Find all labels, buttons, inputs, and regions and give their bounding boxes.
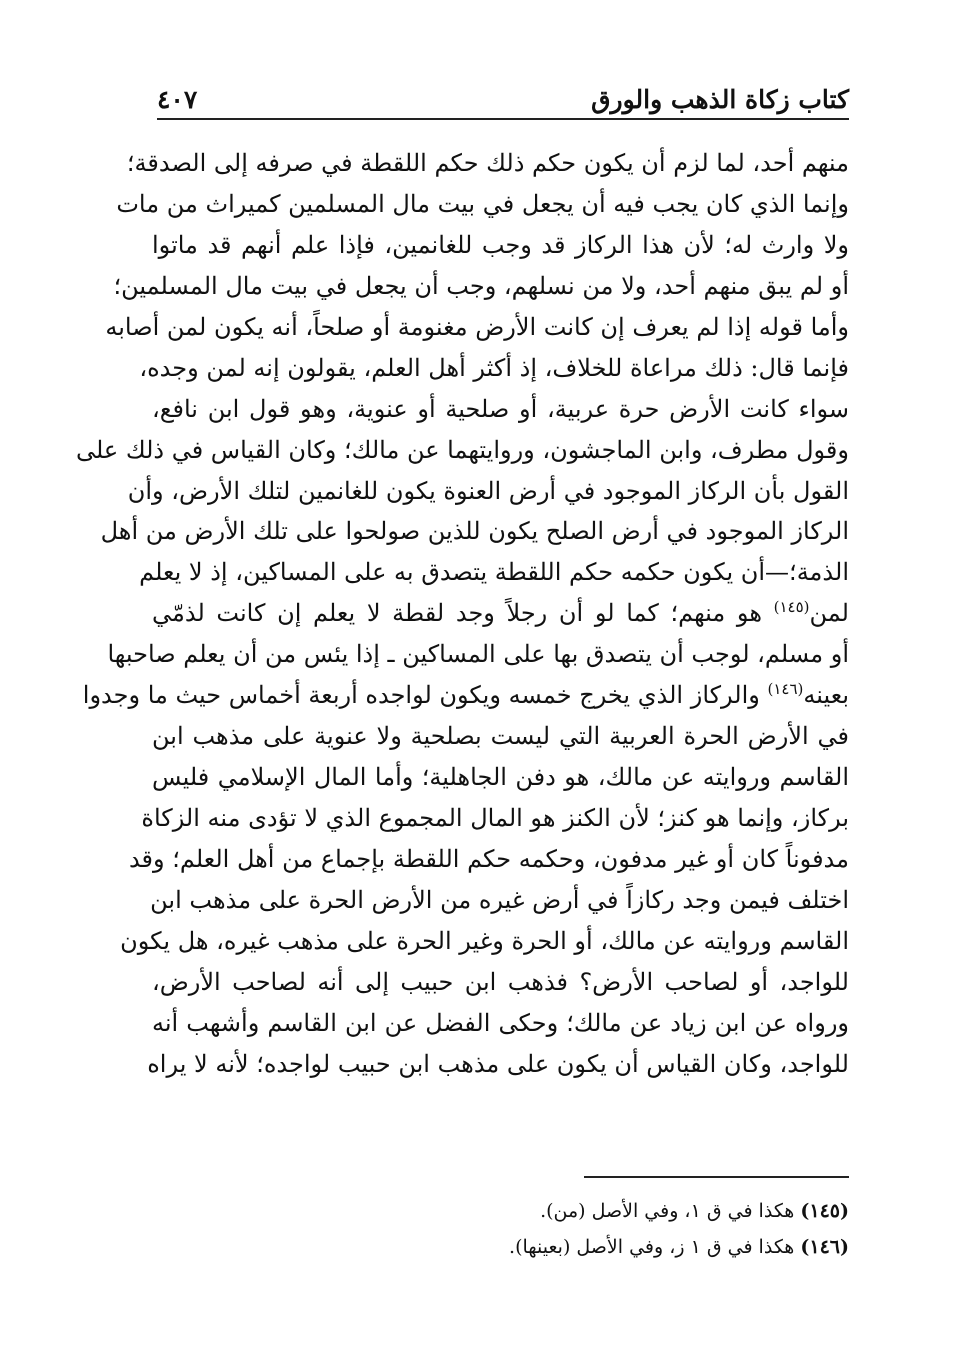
chapter-title: كتاب زكاة الذهب والورق xyxy=(591,85,849,114)
text-line: للواجد، أو لصاحب الأرض؟ فذهب ابن حبيب إلى أنه لصاحب الأرض، xyxy=(152,967,849,996)
main-text xyxy=(75,143,849,1085)
footnote-number: (١٤٦) xyxy=(800,1236,849,1258)
text-line-with-footnote-ref xyxy=(152,593,849,634)
footnote-ref-146[interactable]: (١٤٦) xyxy=(767,680,804,699)
footnote-145 xyxy=(400,1193,849,1229)
text-line: أو مسلم، لوجب أن يتصدق بها على المساكين ـ إذا يئس من أن يعلم صاحبها xyxy=(107,640,849,669)
text-segment: بعينه xyxy=(803,681,849,710)
text-line: الركاز الموجود في أرض الصلح يكون للذين صولحوا على تلك الأرض من أهل xyxy=(100,517,849,546)
text-line: سواء كانت الأرض حرة عربية، أو صلحية أو عنوية، وهو قول ابن نافع، xyxy=(152,394,849,423)
text-line: منهم أحد، لما لزم أن يكون حكم ذلك حكم اللقطة في صرفه إلى الصدقة؛ xyxy=(126,149,849,177)
running-header xyxy=(157,84,849,120)
footnote-text: هكذا في ق ١ ز، وفي الأصل (بعينها). xyxy=(509,1236,795,1258)
text-line: أو لم يبق منهم أحد، ولا من نسلهم، وجب أن يجعل في بيت مال المسلمين؛ xyxy=(113,271,849,300)
text-line: للواجد، وكان القياس أن يكون على مذهب ابن حبيب لواجده؛ لأنه لا يراه xyxy=(147,1049,849,1078)
footnote-146 xyxy=(400,1229,849,1265)
text-line: ورواه عن ابن زياد عن مالك؛ وحكى الفضل عن ابن القاسم وأشهب أنه xyxy=(152,1008,849,1037)
footnotes xyxy=(400,1193,849,1265)
page-number: ٤٠٧ xyxy=(157,85,198,114)
text-line: في الأرض الحرة العربية التي ليست بصلحية ولا عنوية على مذهب ابن xyxy=(152,722,849,751)
text-line: القاسم وروايته عن مالك، أو الحرة وغير الحرة على مذهب غيره، هل يكون xyxy=(120,926,849,955)
text-line: مدفوناً كان أو غير مدفون، وحكمه حكم اللقطة بإجماع من أهل العلم؛ وقد xyxy=(128,844,849,873)
footnote-number: (١٤٥) xyxy=(800,1200,849,1222)
text-line: وقول مطرف، وابن الماجشون، وروايتهما عن مالك؛ وكان القياس في ذلك على xyxy=(75,435,849,464)
text-line: اختلف فيمن وجد ركازاً في أرض غيره من الأرض الحرة على مذهب ابن xyxy=(150,885,849,914)
text-line: بركاز، وإنما هو كنز؛ لأن الكنز هو المال المجموع الذي لا تؤدى منه الزكاة xyxy=(141,804,849,832)
text-line: القاسم وروايته عن مالك، هو دفن الجاهلية؛ وأما المال الإسلامي فليس xyxy=(152,763,849,792)
footnote-divider xyxy=(584,1176,849,1178)
text-segment: لمن xyxy=(809,599,849,628)
text-line: وأما قوله إذا لم يعرف إن كانت الأرض مغنومة أو صلحاً، أنه يكون لمن أصابه xyxy=(105,312,849,341)
header-divider xyxy=(157,118,849,120)
text-line: الذمة؛—أن يكون حكمه حكم اللقطة يتصدق به على المساكين، إذ لا يعلم xyxy=(139,558,849,587)
text-segment: هو منهم؛ كما لو أن رجلاً وجد لقطة لا يعلم إن كانت لذمّي xyxy=(152,599,774,628)
footnote-ref-145[interactable]: (١٤٥) xyxy=(773,598,810,617)
text-segment: والركاز الذي يخرج خمسه ويكون لواجده أربعة أخماس حيث ما وجدوا xyxy=(82,681,768,710)
text-line-with-footnote-ref xyxy=(82,675,849,716)
text-line: القول بأن الركاز الموجود في أرض العنوة يكون للغانمين لتلك الأرض، وأن xyxy=(127,476,849,505)
footnote-text: هكذا في ق ١، وفي الأصل (من). xyxy=(540,1200,795,1222)
text-line: ولا وارث له؛ لأن هذا الركاز قد وجب للغانمين، فإذا علم أنهم قد ماتوا xyxy=(152,230,849,259)
text-line: فإنما قال: ذلك مراعاة للخلاف، إذ أكثر أهل العلم، يقولون إنه لمن وجده، xyxy=(139,353,849,382)
text-line: وإنما الذي كان يجب فيه أن يجعل في بيت مال المسلمين كميراث من مات xyxy=(116,189,849,218)
